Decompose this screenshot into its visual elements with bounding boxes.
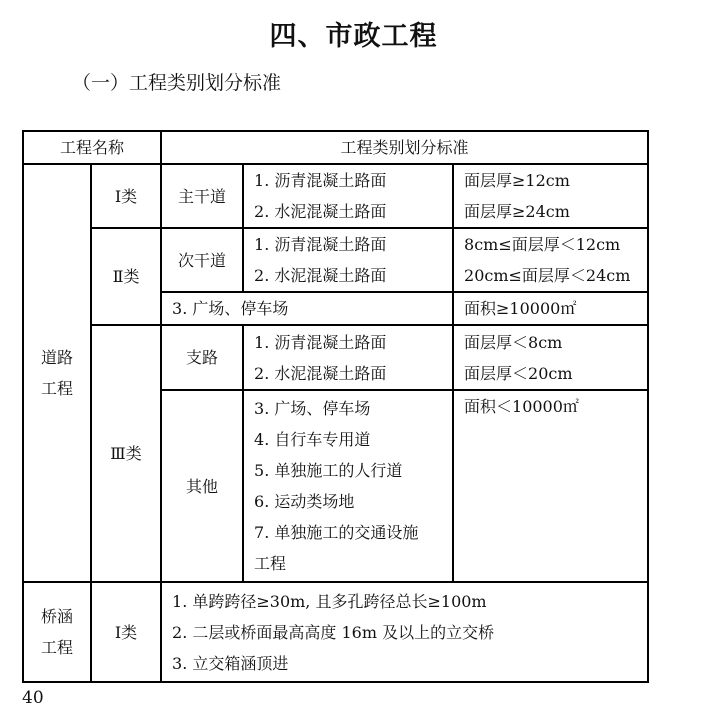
road-class3-sub1-items — [243, 325, 453, 390]
bridge-class1-items — [161, 582, 648, 682]
criterion: 面层厚＜20cm — [464, 363, 573, 383]
road-class3-sub1: 支路 — [161, 325, 243, 390]
road-class1-items — [243, 164, 453, 228]
header-project-name: 工程名称 — [23, 131, 161, 164]
criterion: 面层厚≥12cm — [464, 171, 570, 190]
criterion: 20cm≤面层厚＜24cm — [464, 266, 631, 285]
criterion: 面层厚≥24cm — [464, 202, 570, 221]
road-category — [23, 164, 91, 582]
criterion: 8cm≤面层厚＜12cm — [464, 235, 621, 254]
road-class2-label: Ⅱ类 — [91, 228, 161, 325]
road-label-line2: 工程 — [40, 379, 73, 398]
header-standard: 工程类别划分标准 — [161, 131, 648, 164]
list-item: 3. 广场、停车场 — [254, 399, 371, 418]
list-item: 1. 沥青混凝土路面 — [254, 171, 387, 190]
bridge-label-line1: 桥涵 — [40, 607, 73, 626]
road-class2-criteria — [453, 228, 648, 292]
section-subtitle: （一）工程类别划分标准 — [72, 72, 282, 94]
bridge-label-line2: 工程 — [40, 638, 73, 657]
list-item: 2. 水泥混凝土路面 — [254, 363, 387, 383]
road-class2-items — [243, 228, 453, 292]
road-class3-sub2-items — [243, 390, 453, 582]
table-row — [23, 582, 648, 682]
list-item: 2. 水泥混凝土路面 — [254, 266, 387, 285]
road-class2-plaza-criteria: 面积≥10000㎡ — [453, 292, 648, 325]
list-item: 2. 二层或桥面最高高度 16m 及以上的立交桥 — [172, 622, 495, 642]
table-row — [23, 228, 648, 292]
road-class3-label: Ⅲ类 — [91, 325, 161, 582]
list-item: 7. 单独施工的交通设施 — [254, 523, 419, 542]
list-item: 4. 自行车专用道 — [254, 430, 371, 449]
list-item: 3. 立交箱涵顶进 — [172, 653, 289, 673]
list-item: 2. 水泥混凝土路面 — [254, 202, 387, 221]
table-row — [23, 325, 648, 390]
table-row — [23, 164, 648, 228]
bridge-category — [23, 582, 91, 682]
road-class1-criteria — [453, 164, 648, 228]
road-class2-sub: 次干道 — [161, 228, 243, 292]
road-class2-plaza-item: 3. 广场、停车场 — [161, 292, 453, 325]
list-item: 1. 单跨跨径≥30m, 且多孔跨径总长≥100m — [172, 591, 487, 611]
list-item: 6. 运动类场地 — [254, 492, 355, 511]
list-item: 5. 单独施工的人行道 — [254, 461, 403, 480]
list-item: 1. 沥青混凝土路面 — [254, 332, 387, 352]
bridge-class1-label: Ⅰ类 — [91, 582, 161, 682]
road-class3-sub2-criteria: 面积＜10000㎡ — [453, 390, 648, 582]
list-item: 1. 沥青混凝土路面 — [254, 235, 387, 254]
page-number: 40 — [22, 688, 44, 708]
road-class1-sub: 主干道 — [161, 164, 243, 228]
page-title: 四、市政工程 — [269, 21, 438, 52]
road-label-line1: 道路 — [40, 348, 73, 367]
road-class3-sub2: 其他 — [161, 390, 243, 582]
criterion: 面层厚＜8cm — [464, 332, 563, 352]
road-class1-label: Ⅰ类 — [91, 164, 161, 228]
list-item: 工程 — [254, 554, 287, 573]
classification-table — [22, 130, 649, 683]
road-class3-sub1-criteria — [453, 325, 648, 390]
table-header-row — [23, 131, 648, 164]
